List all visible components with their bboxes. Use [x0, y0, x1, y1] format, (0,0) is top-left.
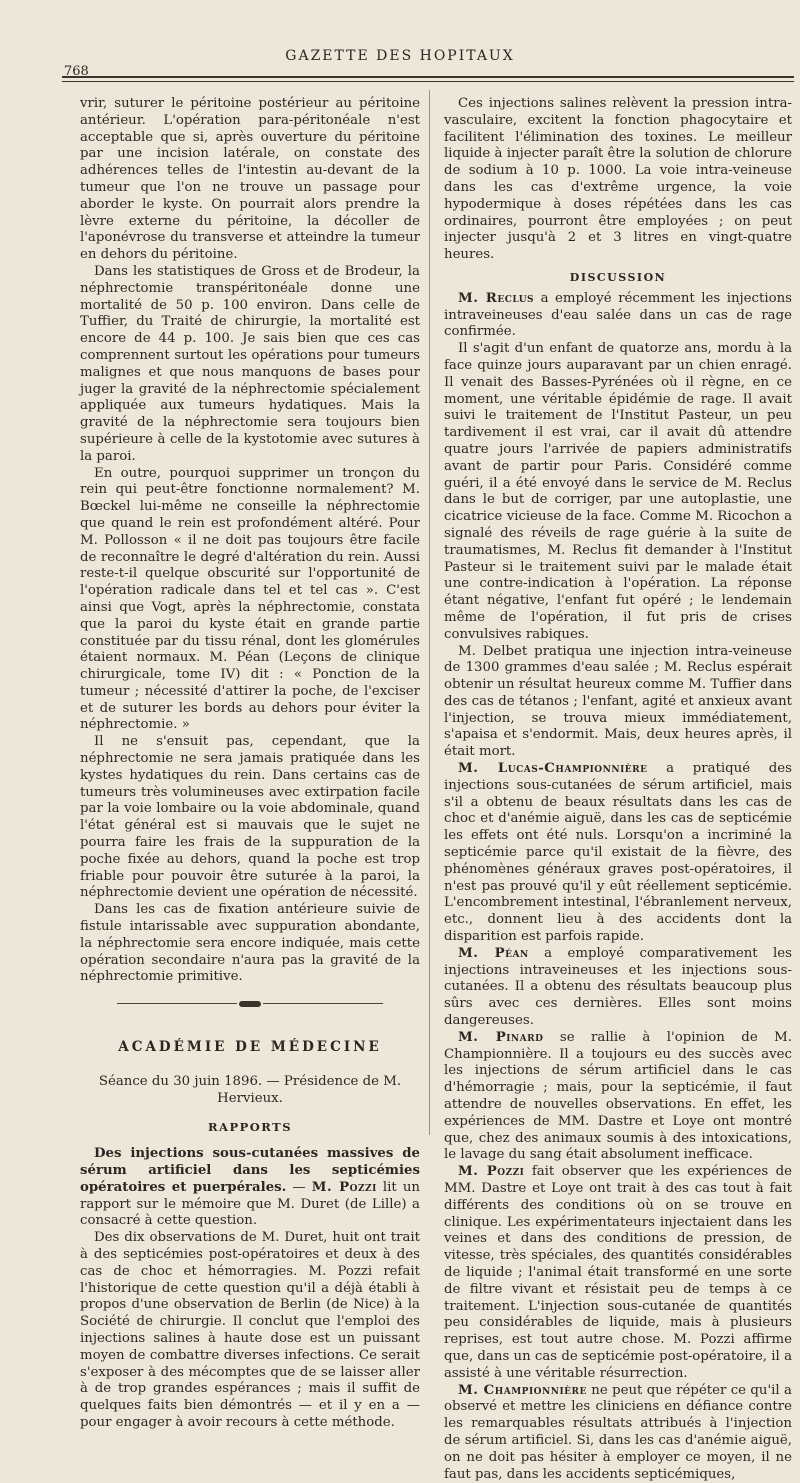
intro-paragraph: Ces injections salines relèvent la pression intra-vasculaire, excitent la fonction phagocytaire et facilitent l'élimination des toxines. Le meilleur liquide à injecter paraît être la solution de chlorure de sodium à 10 p. 1000. La voie intra-veineuse dans les cas d'extrême urgence, la voie hypodermique à doses répétées dans les cas ordinaires, pourront être employées ; on peut injecter jusqu'à 2 et 3 litres en vingt-quatre heures. — [444, 96, 792, 263]
paragraph: En outre, pourquoi supprimer un tronçon du rein qui peut-être fonctionne normalement? M. Bœckel lui-même ne conseille la néphrectomie que quand le rein est profondément altéré. Pour M. Pollosson « il ne doit pas toujours être facile de reconnaître le degré d'altération du rein. Aussi reste-t-il quelque obscurité sur l'opportunité de l'opération radicale dans tel et tel cas ». C'est ainsi que Vogt, après la néphrectomie, constata que la paroi du kyste était en grande partie constituée par du tissu rénal, dont les glomérules étaient normaux. M. Péan (Leçons de clinique chirurgicale, tome IV) dit : « Ponction de la tumeur ; nécessité d'attirer la poche, de l'exciser et de suturer les bords au dehors pour éviter la néphrectomie. » — [80, 465, 420, 733]
left-column: vrir, suturer le péritoine postérieur au péritoine antérieur. L'opération para-péritonéale n'est acceptable que si, après ouverture du péritoine par une incision latérale, on constate des adhérences telles de l'intestin au-devant de la tumeur que l'on ne trouve un passage pour aborder le kyste. On pourrait alors prendre la lèvre externe du péritoine, la décoller de l'aponévrose du transverse et atteindre la tumeur en dehors du péritoine. Dans les statistiques de Gross et de Brodeur, la néphrectomie transpéritonéale donne une mortalité de 50 p. 100 environ. Dans celle de Tuffier, du Traité de chirurgie, la mortalité est encore de 44 p. 100. Je sais bien que ces cas comprennent surtout les opérations pour tumeurs malignes et que nous manquons de bases pour juger la gravité de la néphrectomie spécialement appliquée aux tumeurs hydatiques. Mais la gravité de la néphrectomie sera toujours bien supérieure à celle de la kystotomie avec sutures à la paroi. En outre, pourquoi supprimer un tronçon du rein qui peut-être fonctionne normalement? M. Bœckel lui-même ne conseille la néphrectomie que quand le rein est profondément altéré. Pour M. Pollosson « il ne doit pas toujours être facile de reconnaître le degré d'altération du rein. Aussi reste-t-il quelque obscurité sur l'opportunité de l'opération radicale dans tel et tel cas ». C'est ainsi que Vogt, après la néphrectomie, constata que la paroi du kyste était en grande partie constituée par du tissu rénal, dont les glomérules étaient normaux. M. Péan (Leçons de clinique chirurgicale, tome IV) dit : « Ponction de la tumeur ; nécessité d'attirer la poche, de l'exciser et de suturer les bords au dehors pour éviter la néphrectomie. » Il ne s'ensuit pas, cependant, que la néphrectomie ne sera jamais pratiquée dans les kystes hydatiques du rein. Dans certains cas de tumeurs très volumineuses avec extirpation facile par la voie lombaire ou la voie abdominale, quand l'état général est si mauvais que le sujet ne pourra faire les frais de la suppuration de la poche fixée au dehors, quand la poche est trop friable pour pouvoir être suturée à la paroi, la néphrectomie devient une opération de nécessité. Dans les cas de fixation antérieure suivie de fistule intarissable avec suppuration abondante, la néphrectomie sera encore indiquée, mais cette opération secondaire n'aura pas la gravité de la néphrectomie primitive. ACADÉMIE DE MÉDECINE Séance du 30 juin 1896. — Présidence de M. Hervieux. RAPPORTS Des injections sous-cutanées massives de sérum artificiel dans les septicémies opératoires et puerpérales. — M. Pozzi lit un rapport sur le mémoire que M. Duret (de Lille) a consacré à cette question. Des dix observations de M. Duret, huit ont trait à des septicémies post-opératoires et deux à des cas de choc et hémorragies. M. Pozzi refait l'historique de cette question qu'il a déjà établi à propos d'une observation de Berlin (de Nice) à la Société de chirurgie. Il conclut que l'emploi des injections salines à haute dose est un puissant moyen de combattre diverses infections. Ce serait s'exposer à des mécomptes que de se laisser aller à de trop grandes espérances ; mais il suffit de quelques faits bien démontrés — et il y en a — pour engager à avoir recours à cette méthode. — [80, 96, 420, 1430]
discussion-heading: DISCUSSION — [569, 270, 667, 284]
entry-text: ne peut que répéter ce qu'il a observé et mettre les cliniciens en défiance contre les remarquables résultats attribués à l'injection de sérum artificiel. Si, dans les cas d'anémie aiguë, on ne doit pas hésiter à employer ce moyen, il ne faut pas, dans les accidents septicémiques, — [444, 1382, 792, 1482]
speaker: M. Pozzi — [458, 1164, 525, 1180]
right-column — [444, 96, 792, 1483]
entry-text: fait observer que les expériences de MM. Dastre et Loye ont trait à des cas tout à fait différents des conditions où on se trouve en clinique. Les expérimentateurs injectaient dans les veines et dans des conditions de pression, de vitesse, très spéciales, des quantités considérables de liquide ; l'animal était transformé en une sorte de filtre vivant et résistait peu de temps à ce traitement. L'injection sous-cutanée de quantités peu considérables de liquide, mais à plusieurs reprises, est tout autre chose. M. Pozzi affirme que, dans un cas de septicémie post-opératoire, il a assisté à une véritable résurrection. — [444, 1164, 792, 1381]
session-line: Séance du 30 juin 1896. — Présidence de M. Hervieux. — [98, 1073, 402, 1106]
speaker: M. Pinard — [458, 1029, 544, 1045]
report-intro: lit un rapport sur le mémoire que M. Duret (de Lille) a consacré à cette question. — [80, 1179, 420, 1229]
paragraph: Il ne s'ensuit pas, cependant, que la néphrectomie ne sera jamais pratiquée dans les kystes hydatiques du rein. Dans certains cas de tumeurs très volumineuses avec extirpation facile par la voie lombaire ou la voie abdominale, quand l'état général est si mauvais que le sujet ne pourra faire les frais de la suppuration de la poche fixée au dehors, quand la poche est trop friable pour pouvoir être suturée à la paroi, la néphrectomie devient une opération de nécessité. — [80, 734, 420, 901]
section-title: ACADÉMIE DE MÉDECINE — [118, 1039, 382, 1056]
report-title: Des injections sous-cutanées massives de sérum artificiel dans les septicémies opératoires et puerpérales. — [80, 1146, 420, 1195]
paragraph: Dans les statistiques de Gross et de Brodeur, la néphrectomie transpéritonéale donne une mortalité de 50 p. 100 environ. Dans celle de Tuffier, du Traité de chirurgie, la mortalité est encore de 44 p. 100. Je sais bien que ces cas comprennent surtout les opérations pour tumeurs malignes et que nous manquons de bases pour juger la gravité de la néphrectomie spécialement appliquée aux tumeurs hydatiques. Mais la gravité de la néphrectomie sera toujours bien supérieure à celle de la kystotomie avec sutures à la paroi. — [80, 263, 420, 464]
entry-text: a pratiqué des injections sous-cutanées de sérum artificiel, mais s'il a obtenu de beaux résultats dans les cas de choc et d'anémie aiguë, dans les cas de septicémie les effets ont été nuls. Lorsqu'on a incriminé la septicémie parce qu'il existait de la fièvre, des phénomènes généraux graves post-opératoires, il n'est pas prouvé qu'il y eût réellement septicémie. L'encombrement intestinal, l'ébranlement nerveux, etc., donnent lieu à des accidents dont la disparition est parfois rapide. — [444, 761, 792, 945]
entry-text: se rallie à l'opinion de M. Championnière. Il a toujours eu des succès avec les injections de sérum artificiel dans le cas d'hémorragie ; mais, pour la septicémie, il faut attendre de nouvelles observations. En effet, les expériences de MM. Dastre et Loye ont montré que, chez des animaux soumis à des intoxications, le lavage du sang était absolument inefficace. — [444, 1029, 792, 1163]
entry-text: a employé comparativement les injections intraveineuses et les injections sous-cutanées. Il a obtenu des résultats beaucoup plus sûrs avec ces dernières. Elles sont moins dangereuses. — [444, 945, 793, 1029]
header-rule-thin — [62, 81, 794, 82]
page-number: 768 — [64, 64, 89, 79]
paragraph: vrir, suturer le péritoine postérieur au péritoine antérieur. L'opération para-péritonéale n'est acceptable que si, après ouverture du péritoine par une incision latérale, on constate des adhérences telles de l'intestin au-devant de la tumeur que l'on ne trouve un passage pour aborder le kyste. On pourrait alors prendre la lèvre externe du péritoine, la décoller de l'aponévrose du transverse et atteindre la tumeur en dehors du péritoine. — [80, 96, 420, 263]
speaker: M. Championnière — [458, 1382, 587, 1398]
header-rule — [62, 76, 794, 78]
section-ornament — [80, 996, 420, 1013]
report-author: M. Pozzi — [311, 1179, 377, 1195]
paragraph: Dans les cas de fixation antérieure suivie de fistule intarissable avec suppuration abondante, la néphrectomie sera encore indiquée, mais cette opération secondaire n'aura pas la gravité de la néphrectomie primitive. — [80, 902, 420, 985]
journal-title: GAZETTE DES HOPITAUX — [285, 48, 515, 64]
column-divider — [429, 90, 430, 1135]
entry-text: M. Delbet pratiqua une injection intra-veineuse de 1300 grammes d'eau salée ; M. Reclus espérait obtenir un résultat heureux comme M. Tuffier dans des cas de tétanos ; l'enfant, agité et anxieux avant l'injection, se trouva mieux immédiatement, s'apaisa et s'endormit. Mais, deux heures après, il était mort. — [444, 643, 792, 760]
subheading-rapports: RAPPORTS — [207, 1120, 292, 1135]
speaker: M. Reclus — [458, 290, 535, 306]
entry-text: Il s'agit d'un enfant de quatorze ans, mordu à la face quinze jours auparavant par un chien enragé. Il venait des Basses-Pyrénées où il règne, en ce moment, une véritable épidémie de rage. Il avait suivi le traitement de l'Institut Pasteur, un peu tardivement il est vrai, car il avait dû attendre quatre jours l'arrivée de papiers administratifs avant de partir pour Paris. Considéré comme guéri, il a été envoyé dans le service de M. Reclus dans le but de corriger, par une autoplastie, une cicatrice vicieuse de la face. Comme M. Ricochon a signalé des réveils de rage guérie à la suite de traumatismes, M. Reclus fit demander à l'Institut Pasteur si le traitement suivi par le malade était une contre-indication à l'opération. La réponse étant négative, l'enfant fut opéré ; le lendemain même de l'opération, il fut pris de crises convulsives rabiques. — [444, 341, 792, 642]
speaker: M. Lucas-Championnière — [458, 761, 648, 777]
report-paragraph: Des dix observations de M. Duret, huit ont trait à des septicémies post-opératoires et deux à des cas de choc et hémorragies. M. Pozzi refait l'historique de cette question qu'il a déjà établi à propos d'une observation de Berlin (de Nice) à la Société de chirurgie. Il conclut que l'emploi des injections salines à haute dose est un puissant moyen de combattre diverses infections. Ce serait s'exposer à des mécomptes que de se laisser aller à de trop grandes espérances ; mais il suffit de quelques faits bien démontrés — et il y en a — pour engager à avoir recours à cette méthode. — [80, 1230, 420, 1430]
speaker: M. Péan — [458, 945, 529, 961]
entry-text: a employé récemment les injections intraveineuses d'eau salée dans un cas de rage confirmée. — [444, 290, 792, 340]
page-header — [0, 0, 800, 84]
